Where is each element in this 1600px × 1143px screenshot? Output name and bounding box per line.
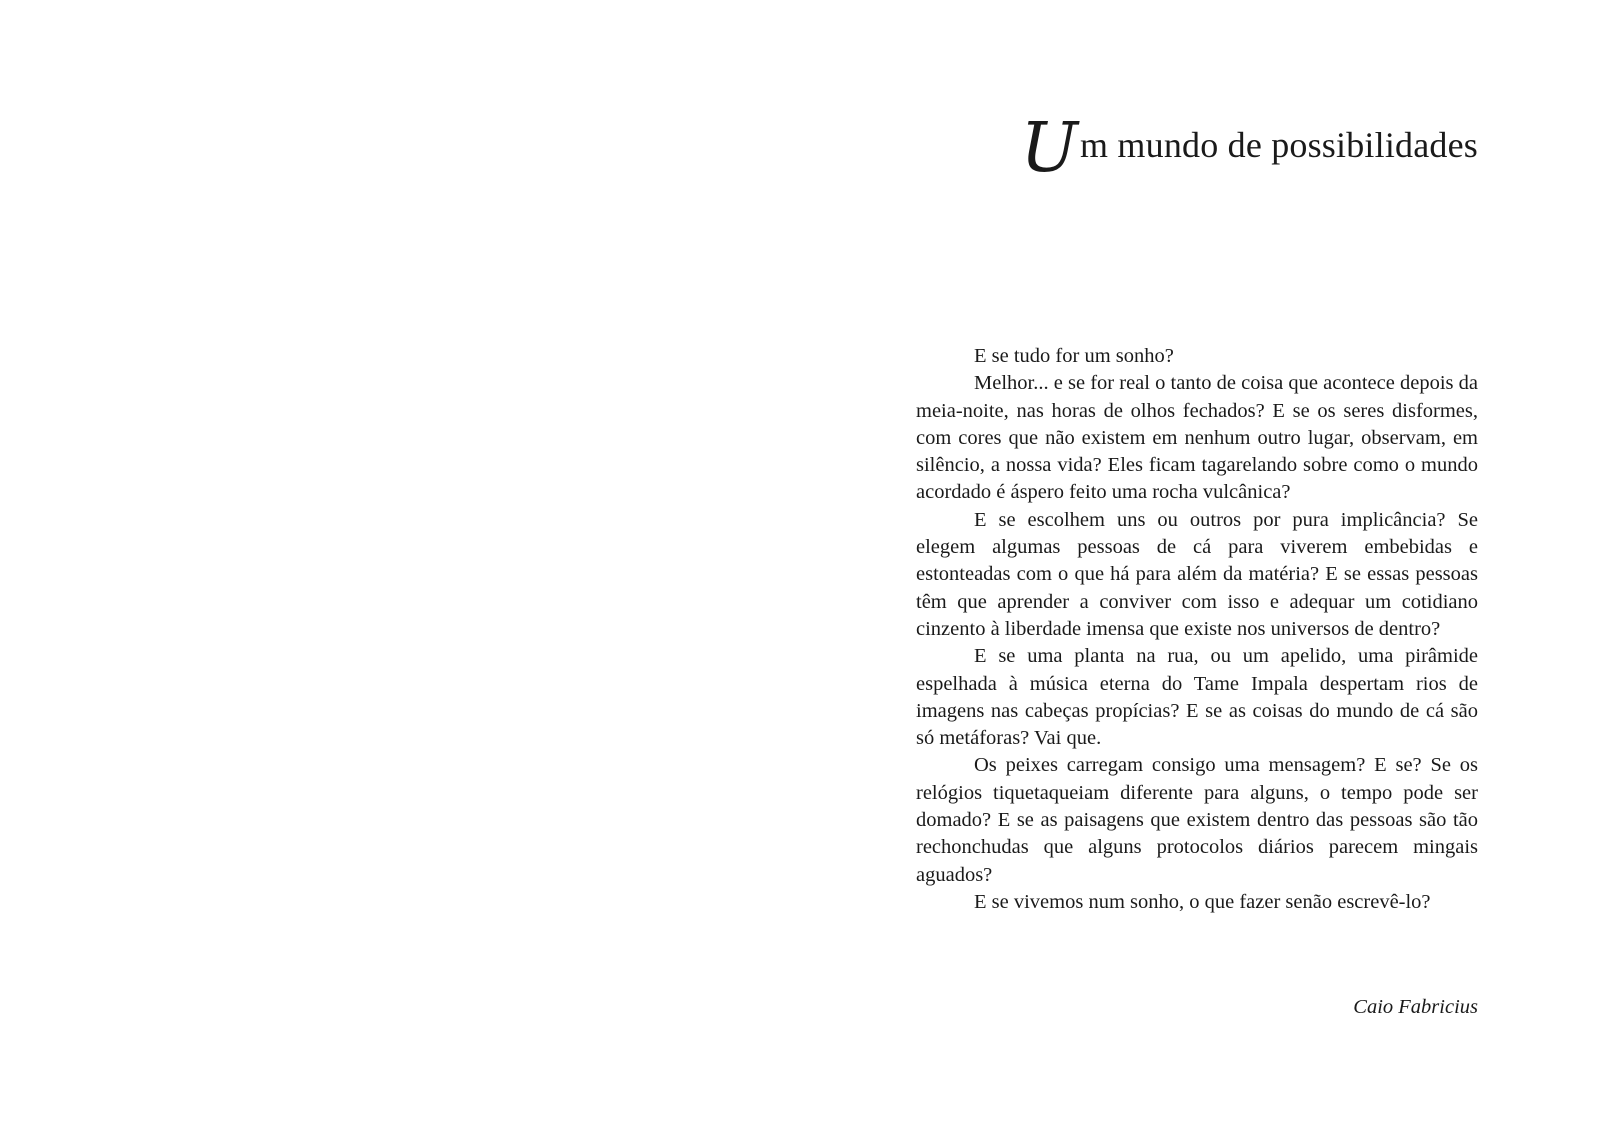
title-text: m mundo de possibilidades bbox=[1080, 125, 1478, 166]
title-drop-cap: U bbox=[1020, 109, 1079, 188]
body-text bbox=[916, 343, 1478, 916]
paragraph-6: E se vivemos num sonho, o que fazer senão escrevê-lo? bbox=[974, 890, 1431, 913]
author-signature: Caio Fabricius bbox=[1353, 996, 1478, 1018]
paragraph-3: E se escolhem uns ou outros por pura implicância? Se elegem algumas pessoas de cá para viverem embebidas e estonteadas com o que há para além da matéria? E se essas pessoas têm que aprender a conviver com isso e adequar um cotidiano cinzento à liberdade imensa que existe nos universos de dentro? bbox=[916, 508, 1478, 640]
paragraph-1: E se tudo for um sonho? bbox=[974, 345, 1174, 367]
paragraph-2: Melhor... e se for real o tanto de coisa que acontece depois da meia-noite, nas horas de olhos fechados? E se os seres disformes, com cores que não existem em nenhum outro lugar, observam, em silêncio, a nossa vida? Eles ficam tagarelando sobre como o mundo acordado é áspero feito uma rocha vulcânica? bbox=[916, 372, 1478, 504]
paragraph-5: Os peixes carregam consigo uma mensagem? E se? Se os relógios tiquetaqueiam diferente para alguns, o tempo pode ser domado? E se as paisagens que existem dentro das pessoas são tão rechonchudas que alguns protocolos diários parecem mingais aguados? bbox=[916, 754, 1478, 886]
paragraph-4: E se uma planta na rua, ou um apelido, uma pirâmide espelhada à música eterna do Tame Impala despertam rios de imagens nas cabeças propícias? E se as coisas do mundo de cá são só metáforas? Vai que. bbox=[916, 645, 1478, 750]
right-page bbox=[800, 0, 1600, 1143]
chapter-title bbox=[1020, 108, 1479, 188]
